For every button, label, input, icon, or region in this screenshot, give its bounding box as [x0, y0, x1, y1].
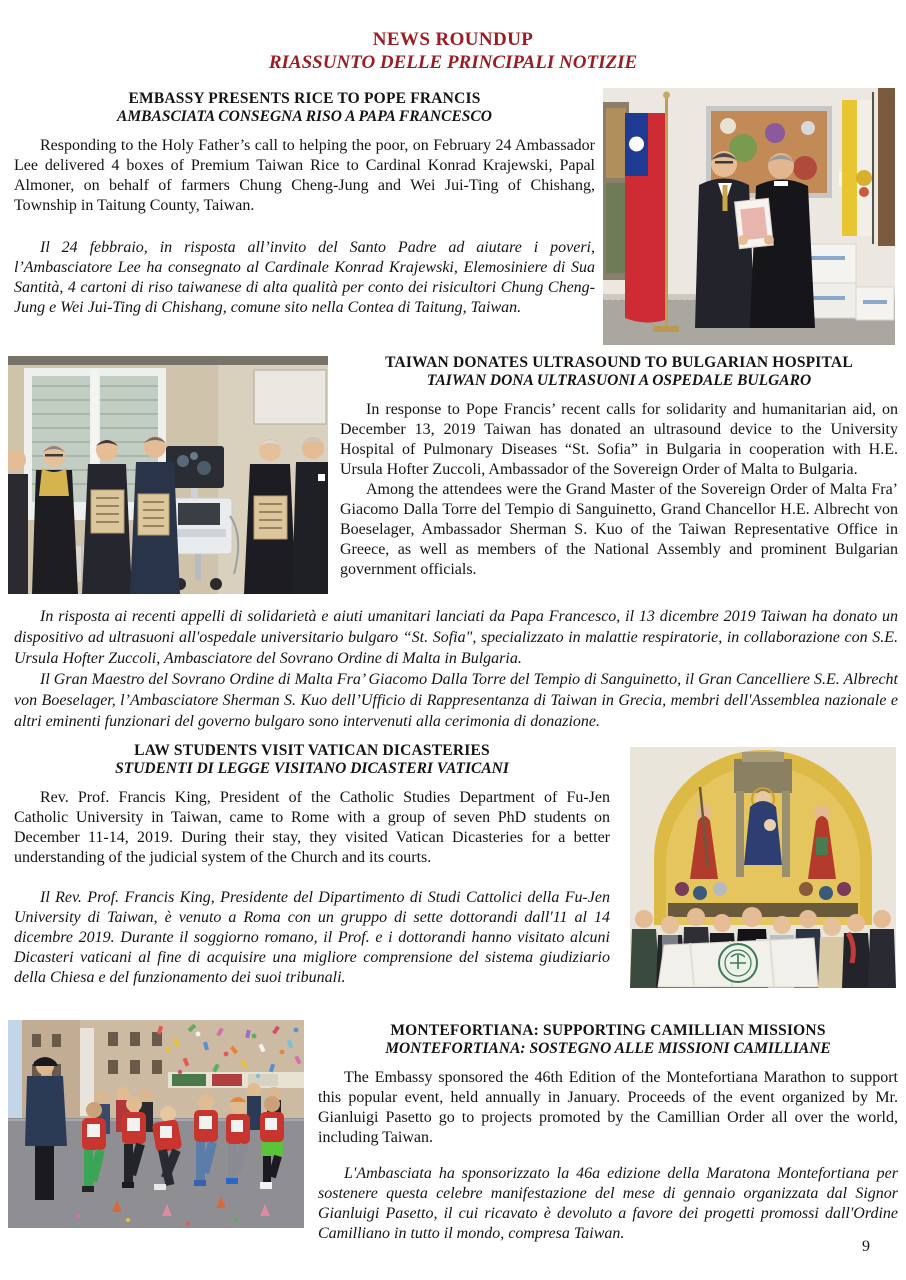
article-ultrasound-paragraph-en-1: In response to Pope Francis’ recent calls for solidarity and humanitarian aid, on December 13, 2019 Taiwan has donated an ultrasound device to the University Hospital of Pulmonary Diseases “St. Sofia” in Bulgaria in cooperation with H.E. Ursula Hofter Zuccoli, Ambassador of the Sovereign Order of Malta to Bulgaria. [340, 401, 898, 478]
article-rice-title-en: EMBASSY PRESENTS RICE TO POPE FRANCIS [128, 90, 481, 107]
article-law-students-paragraph-it: Il Rev. Prof. Francis King, Presidente del Dipartimento di Studi Cattolici della Fu-Jen University di Taiwan, è venuto a Roma con un gruppo di sette dottorandi dall'11 al 14 dicembre 2019. Durante il soggiorno romano, il Prof. e i dottorandi hanno visitato alcuni Dicasteri vaticani al fine di acquisire una migliore comprensione del sistema giudiziario della Chiesa e del funzionamento dei suoi tribunali. [14, 889, 610, 986]
article-law-students-text [14, 742, 610, 988]
vatican-flag [842, 92, 874, 244]
page-number: 9 [862, 1238, 870, 1255]
law-students-photo [630, 747, 896, 988]
article-montefortiana-text [318, 1022, 898, 1244]
page-subtitle: RIASSUNTO DELLE PRINCIPALI NOTIZIE [268, 52, 638, 73]
page-header [0, 28, 906, 74]
article-ultrasound-paragraph-it-2: Il Gran Maestro del Sovrano Ordine di Malta Fra’ Giacomo Dalla Torre del Tempio di Sanguinetto, il Gran Cancelliere S.E. Albrecht von Boeselager, l’Ambasciatore Sherman S. Kuo dell’Ufficio di Rappresentanza di Taiwan in Grecia, membri dell'Assemblea nazionale e altri eminenti funzionari del governo bulgaro sono intervenuti alla cerimonia di donazione. [14, 671, 898, 730]
article-law-students-title-it: STUDENTI DI LEGGE VISITANO DICASTERI VATICANI [115, 760, 509, 777]
law-students-illustration [630, 747, 896, 988]
rice-presentation-illustration [603, 88, 895, 345]
article-rice-paragraph-en: Responding to the Holy Father’s call to helping the poor, on February 24 Ambassador Lee delivered 4 boxes of Premium Taiwan Rice to Cardinal Konrad Krajewski, Papal Almoner, on behalf of farmers Chung Cheng-Jung and Wei Jui-Ting of Chishang, Township in Taitung County, Taiwan. [14, 137, 595, 214]
rice-presentation-photo [603, 88, 895, 345]
article-ultrasound-paragraph-en-2: Among the attendees were the Grand Master of the Sovereign Order of Malta Fra’ Giacomo Dalla Torre del Tempio di Sanguinetto, Grand Chancellor H.E. Albrecht von Boeselager, Ambassador Sherman S. Kuo of the Taiwan Representative Office in Greece, as well as members of the National Assembly and prominent Bulgarian government officials. [340, 481, 898, 578]
article-law-students-paragraph-en: Rev. Prof. Francis King, President of the Catholic Studies Department of Fu-Jen Catholic University in Taiwan, came to Rome with a group of seven PhD students on December 11-14, 2019. During their stay, they visited Vatican Dicasteries for a better understanding of the judicial system of the Church and its courts. [14, 789, 610, 866]
page-title: NEWS ROUNDUP [372, 29, 534, 50]
article-ultrasound-title-en: TAIWAN DONATES ULTRASOUND TO BULGARIAN HOSPITAL [385, 354, 853, 371]
article-montefortiana-paragraph-it: L'Ambasciata ha sponsorizzato la 46a edizione della Maratona Montefortiana per sostenere questa celebre manifestazione del mese di gennaio organizzata dal Signor Gianluigi Pasetto, il cui ricavato è devoluto a favore dei progetti promossi dall'Ordine Camilliano in tutto il mondo, compresa Taiwan. [318, 1165, 898, 1242]
montefortiana-marathon-photo [8, 1020, 304, 1228]
article-ultrasound-text [340, 354, 898, 580]
article-ultrasound-title-it: TAIWAN DONA ULTRASUONI A OSPEDALE BULGARO [426, 372, 812, 389]
article-law-students-title-en: LAW STUDENTS VISIT VATICAN DICASTERIES [134, 742, 490, 759]
article-ultrasound-paragraph-it-1: In risposta ai recenti appelli di solidarietà e aiuti umanitari lanciati da Papa Francesco, il 13 dicembre 2019 Taiwan ha donato un dispositivo ad ultrasuoni all'ospedale universitario bulgaro “St. Sofia", specializzato in malattie respiratorie, in collaborazione con S.E. Ursula Hofter Zuccoli, Ambasciatore del Sovrano Ordine di Malta in Bulgaria. [14, 608, 898, 667]
ultrasound-donation-photo [8, 356, 328, 594]
article-rice-text [14, 90, 595, 318]
university-flag [658, 938, 818, 987]
article-ultrasound-italian-block [14, 606, 898, 732]
article-rice-title-it: AMBASCIATA CONSEGNA RISO A PAPA FRANCESCO [117, 108, 492, 125]
marathon-illustration [8, 1020, 304, 1228]
article-montefortiana-paragraph-en: The Embassy sponsored the 46th Edition of the Montefortiana Marathon to support this popular event, held annually in January. Proceeds of the event organized by Mr. Gianluigi Pasetto go to projects promoted by the Camillian Order all over the world, including Taiwan. [318, 1069, 898, 1146]
article-rice-paragraph-it: Il 24 febbraio, in risposta all’invito del Santo Padre ad aiutare i poveri, l’Ambasciatore Lee ha consegnato al Cardinale Konrad Krajewski, Elemosiniere di Sua Santità, 4 cartoni di riso taiwanese di alta qualità per conto dei risicultori Chung Cheng-Jung e Wei Jui-Ting di Chishang, comune sito nella Contea di Taitung, Taiwan. [14, 239, 595, 316]
ultrasound-donation-illustration [8, 356, 328, 594]
article-montefortiana-title-en: MONTEFORTIANA: SUPPORTING CAMILLIAN MISSIONS [390, 1022, 826, 1039]
article-montefortiana-title-it: MONTEFORTIANA: SOSTEGNO ALLE MISSIONI CAMILLIANE [385, 1040, 831, 1057]
